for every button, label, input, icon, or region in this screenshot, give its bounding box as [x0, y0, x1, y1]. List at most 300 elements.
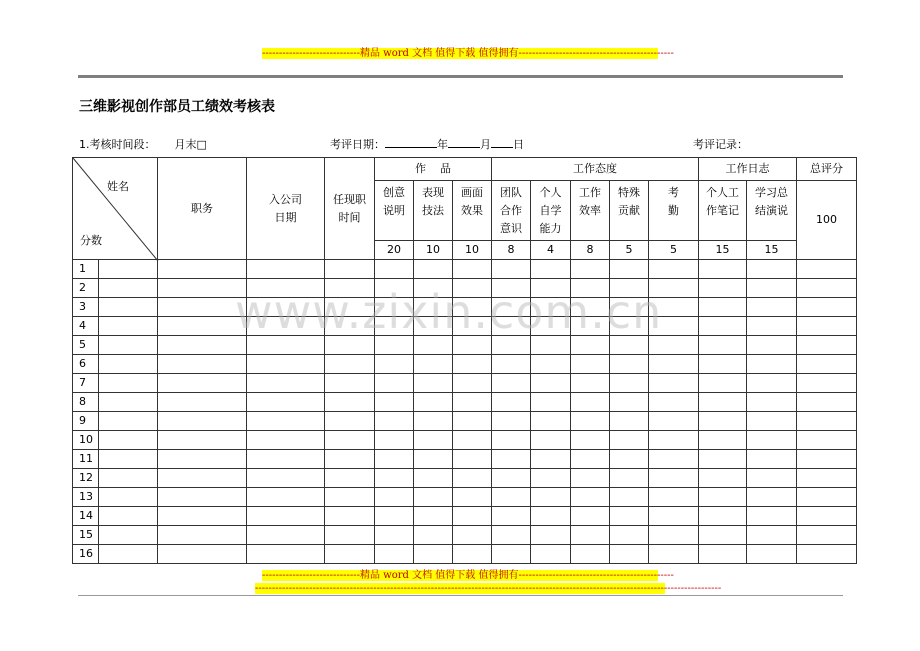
table-cell[interactable] [158, 317, 247, 336]
table-cell[interactable] [325, 374, 375, 393]
record-label: 考评记录： [693, 138, 748, 151]
table-cell[interactable] [375, 374, 414, 393]
table-cell[interactable] [414, 393, 453, 412]
table-cell[interactable] [492, 317, 531, 336]
table-cell[interactable] [99, 469, 158, 488]
table-cell[interactable] [325, 431, 375, 450]
table-cell[interactable] [325, 412, 375, 431]
table-cell[interactable] [571, 317, 610, 336]
table-cell[interactable] [571, 507, 610, 526]
table-cell[interactable] [649, 260, 699, 279]
period-field [79, 136, 207, 152]
table-cell[interactable] [414, 279, 453, 298]
table-cell[interactable] [492, 488, 531, 507]
criterion-score: 10 [414, 241, 453, 260]
table-cell[interactable] [158, 336, 247, 355]
table-row [73, 279, 857, 298]
table-cell[interactable] [699, 279, 747, 298]
criterion-line: 特殊 [618, 186, 640, 199]
table-cell[interactable] [531, 469, 571, 488]
table-cell[interactable] [747, 374, 797, 393]
table-cell[interactable] [531, 317, 571, 336]
table-cell[interactable] [453, 545, 492, 564]
table-cell[interactable] [375, 431, 414, 450]
table-cell[interactable] [158, 393, 247, 412]
table-cell[interactable] [414, 450, 453, 469]
table-cell[interactable] [375, 545, 414, 564]
table-cell[interactable] [375, 488, 414, 507]
table-cell[interactable] [414, 355, 453, 374]
table-cell[interactable] [247, 507, 325, 526]
table-cell[interactable] [531, 488, 571, 507]
row-number: 4 [73, 317, 99, 336]
table-cell[interactable] [158, 488, 247, 507]
table-cell[interactable] [797, 355, 857, 374]
table-cell[interactable] [453, 260, 492, 279]
table-cell[interactable] [158, 374, 247, 393]
table-cell[interactable] [99, 393, 158, 412]
table-cell[interactable] [453, 450, 492, 469]
month-blank[interactable] [448, 137, 480, 148]
table-cell[interactable] [699, 545, 747, 564]
table-cell[interactable] [414, 260, 453, 279]
table-cell[interactable] [571, 545, 610, 564]
table-cell[interactable] [247, 317, 325, 336]
table-cell[interactable] [699, 260, 747, 279]
table-cell[interactable] [571, 488, 610, 507]
table-cell[interactable] [99, 355, 158, 374]
table-cell[interactable] [610, 450, 649, 469]
table-cell[interactable] [247, 450, 325, 469]
header-rule [78, 75, 843, 78]
criterion-header [492, 181, 531, 241]
table-cell[interactable] [99, 260, 158, 279]
criterion-line: 创意 [383, 186, 405, 199]
criterion-score: 5 [610, 241, 649, 260]
criterion-header [699, 181, 747, 241]
table-cell[interactable] [158, 545, 247, 564]
table-cell[interactable] [610, 374, 649, 393]
table-cell[interactable] [492, 355, 531, 374]
table-cell[interactable] [247, 260, 325, 279]
criterion-header [453, 181, 492, 241]
table-cell[interactable] [492, 279, 531, 298]
table-cell[interactable] [571, 412, 610, 431]
table-cell[interactable] [158, 260, 247, 279]
table-cell[interactable] [649, 507, 699, 526]
table-cell[interactable] [797, 317, 857, 336]
table-cell[interactable] [699, 526, 747, 545]
table-cell[interactable] [453, 412, 492, 431]
criterion-score: 20 [375, 241, 414, 260]
table-cell[interactable] [325, 507, 375, 526]
total-score: 100 [797, 181, 857, 260]
table-cell[interactable] [492, 260, 531, 279]
table-cell[interactable] [325, 526, 375, 545]
criterion-header [375, 181, 414, 241]
table-cell[interactable] [414, 298, 453, 317]
table-cell[interactable] [610, 507, 649, 526]
criterion-score: 5 [649, 241, 699, 260]
table-cell[interactable] [649, 355, 699, 374]
table-cell[interactable] [747, 317, 797, 336]
table-cell[interactable] [99, 488, 158, 507]
table-cell[interactable] [649, 336, 699, 355]
table-cell[interactable] [247, 374, 325, 393]
row-number: 14 [73, 507, 99, 526]
table-cell[interactable] [247, 488, 325, 507]
table-cell[interactable] [492, 298, 531, 317]
table-cell[interactable] [247, 469, 325, 488]
table-cell[interactable] [247, 526, 325, 545]
table-cell[interactable] [158, 526, 247, 545]
table-cell[interactable] [610, 431, 649, 450]
table-cell[interactable] [99, 545, 158, 564]
table-cell[interactable] [158, 469, 247, 488]
table-cell[interactable] [571, 298, 610, 317]
table-cell[interactable] [649, 526, 699, 545]
page-title: 三维影视创作部员工绩效考核表 [79, 99, 275, 115]
table-cell[interactable] [99, 507, 158, 526]
table-cell[interactable] [610, 298, 649, 317]
assessment-table [72, 157, 857, 564]
table-cell[interactable] [531, 298, 571, 317]
table-cell[interactable] [375, 279, 414, 298]
table-cell[interactable] [325, 545, 375, 564]
criterion-line: 个人工 [706, 186, 739, 199]
criterion-line: 合作 [500, 204, 522, 217]
table-cell[interactable] [649, 412, 699, 431]
year-blank[interactable] [385, 137, 437, 148]
table-cell[interactable] [453, 355, 492, 374]
table-cell[interactable] [492, 450, 531, 469]
table-cell[interactable] [325, 450, 375, 469]
table-cell[interactable] [797, 469, 857, 488]
table-cell[interactable] [610, 469, 649, 488]
table-cell[interactable] [610, 336, 649, 355]
table-cell[interactable] [414, 545, 453, 564]
table-cell[interactable] [531, 545, 571, 564]
table-cell[interactable] [492, 545, 531, 564]
table-cell[interactable] [610, 412, 649, 431]
table-cell[interactable] [649, 374, 699, 393]
table-cell[interactable] [610, 317, 649, 336]
table-cell[interactable] [414, 469, 453, 488]
table-cell[interactable] [699, 507, 747, 526]
table-row [73, 260, 857, 279]
table-cell[interactable] [747, 507, 797, 526]
row-number: 9 [73, 412, 99, 431]
table-cell[interactable] [571, 450, 610, 469]
criterion-header [571, 181, 610, 241]
table-cell[interactable] [699, 298, 747, 317]
table-cell[interactable] [247, 336, 325, 355]
table-cell[interactable] [325, 488, 375, 507]
table-cell[interactable] [453, 507, 492, 526]
table-cell[interactable] [571, 355, 610, 374]
table-cell[interactable] [649, 393, 699, 412]
table-cell[interactable] [797, 507, 857, 526]
footer-banner: -----------------------------精品 word 文档 值得下载 值得拥有---------------------------------------------- [262, 570, 674, 581]
table-cell[interactable] [797, 336, 857, 355]
table-cell[interactable] [610, 393, 649, 412]
criterion-header [747, 181, 797, 241]
table-cell[interactable] [247, 431, 325, 450]
table-cell[interactable] [531, 450, 571, 469]
row-number: 12 [73, 469, 99, 488]
table-cell[interactable] [99, 450, 158, 469]
table-cell[interactable] [699, 355, 747, 374]
table-cell[interactable] [797, 412, 857, 431]
table-cell[interactable] [699, 431, 747, 450]
table-cell[interactable] [158, 450, 247, 469]
period-value: 月末□ [174, 138, 207, 151]
year-label: 年 [437, 138, 448, 151]
table-cell[interactable] [747, 526, 797, 545]
table-cell[interactable] [99, 298, 158, 317]
table-cell[interactable] [531, 355, 571, 374]
table-cell[interactable] [571, 260, 610, 279]
table-cell[interactable] [747, 355, 797, 374]
table-cell[interactable] [531, 412, 571, 431]
table-cell[interactable] [247, 545, 325, 564]
table-cell[interactable] [571, 374, 610, 393]
table-row [73, 374, 857, 393]
table-cell[interactable] [797, 450, 857, 469]
table-cell[interactable] [414, 488, 453, 507]
table-cell[interactable] [747, 298, 797, 317]
table-cell[interactable] [375, 469, 414, 488]
table-cell[interactable] [247, 355, 325, 374]
table-cell[interactable] [325, 336, 375, 355]
date-field [330, 136, 524, 152]
table-cell[interactable] [797, 488, 857, 507]
table-cell[interactable] [453, 298, 492, 317]
row-number: 15 [73, 526, 99, 545]
table-cell[interactable] [453, 431, 492, 450]
table-cell[interactable] [375, 393, 414, 412]
table-cell[interactable] [747, 336, 797, 355]
table-cell[interactable] [325, 317, 375, 336]
table-row [73, 450, 857, 469]
date-label: 考评日期： [330, 138, 385, 151]
criterion-line: 意识 [500, 222, 522, 235]
name-score-header [73, 158, 158, 260]
table-cell[interactable] [747, 393, 797, 412]
table-cell[interactable] [699, 317, 747, 336]
table-cell[interactable] [610, 279, 649, 298]
table-cell[interactable] [99, 412, 158, 431]
table-cell[interactable] [325, 469, 375, 488]
table-cell[interactable] [158, 298, 247, 317]
table-cell[interactable] [610, 355, 649, 374]
table-cell[interactable] [325, 279, 375, 298]
table-cell[interactable] [747, 279, 797, 298]
group-total: 总评分 [797, 158, 857, 181]
table-cell[interactable] [747, 431, 797, 450]
table-cell[interactable] [325, 260, 375, 279]
table-cell[interactable] [699, 336, 747, 355]
table-cell[interactable] [247, 393, 325, 412]
table-cell[interactable] [414, 374, 453, 393]
row-number: 16 [73, 545, 99, 564]
table-cell[interactable] [531, 507, 571, 526]
table-cell[interactable] [247, 412, 325, 431]
table-cell[interactable] [747, 260, 797, 279]
table-cell[interactable] [492, 469, 531, 488]
table-cell[interactable] [375, 412, 414, 431]
table-cell[interactable] [325, 393, 375, 412]
table-cell[interactable] [797, 526, 857, 545]
table-cell[interactable] [797, 279, 857, 298]
table-cell[interactable] [325, 355, 375, 374]
table-cell[interactable] [99, 431, 158, 450]
table-cell[interactable] [699, 374, 747, 393]
table-cell[interactable] [649, 431, 699, 450]
table-cell[interactable] [649, 298, 699, 317]
table-cell[interactable] [531, 336, 571, 355]
table-cell[interactable] [571, 469, 610, 488]
table-cell[interactable] [531, 260, 571, 279]
table-cell[interactable] [247, 298, 325, 317]
table-cell[interactable] [797, 393, 857, 412]
criterion-header [610, 181, 649, 241]
table-cell[interactable] [375, 260, 414, 279]
table-cell[interactable] [797, 545, 857, 564]
record-field [693, 136, 748, 152]
table-cell[interactable] [610, 526, 649, 545]
criterion-line: 工作 [579, 186, 601, 199]
table-cell[interactable] [325, 298, 375, 317]
table-cell[interactable] [453, 279, 492, 298]
table-cell[interactable] [453, 469, 492, 488]
table-cell[interactable] [99, 336, 158, 355]
table-cell[interactable] [453, 336, 492, 355]
criterion-header [649, 181, 699, 241]
table-cell[interactable] [747, 412, 797, 431]
table-cell[interactable] [797, 298, 857, 317]
table-cell[interactable] [492, 374, 531, 393]
table-cell[interactable] [453, 393, 492, 412]
table-cell[interactable] [492, 526, 531, 545]
table-cell[interactable] [375, 298, 414, 317]
table-cell[interactable] [375, 450, 414, 469]
table-cell[interactable] [99, 374, 158, 393]
table-cell[interactable] [747, 488, 797, 507]
day-blank[interactable] [491, 137, 513, 148]
criterion-line: 贡献 [618, 204, 640, 217]
criterion-line: 说明 [383, 204, 405, 217]
table-cell[interactable] [747, 450, 797, 469]
table-row [73, 488, 857, 507]
table-cell[interactable] [699, 488, 747, 507]
table-cell[interactable] [649, 279, 699, 298]
table-cell[interactable] [158, 431, 247, 450]
table-cell[interactable] [699, 450, 747, 469]
table-row [73, 355, 857, 374]
table-cell[interactable] [610, 260, 649, 279]
table-cell[interactable] [699, 393, 747, 412]
table-cell[interactable] [453, 374, 492, 393]
table-cell[interactable] [375, 355, 414, 374]
table-cell[interactable] [99, 279, 158, 298]
table-cell[interactable] [453, 526, 492, 545]
row-number: 10 [73, 431, 99, 450]
table-cell[interactable] [492, 336, 531, 355]
criterion-line: 自学 [539, 204, 562, 217]
table-cell[interactable] [158, 507, 247, 526]
table-cell[interactable] [453, 317, 492, 336]
table-row [73, 393, 857, 412]
table-cell[interactable] [571, 431, 610, 450]
table-cell[interactable] [375, 317, 414, 336]
table-cell[interactable] [158, 355, 247, 374]
table-cell[interactable] [99, 526, 158, 545]
table-cell[interactable] [699, 412, 747, 431]
table-cell[interactable] [531, 393, 571, 412]
table-cell[interactable] [649, 317, 699, 336]
table-cell[interactable] [414, 412, 453, 431]
table-cell[interactable] [531, 374, 571, 393]
table-cell[interactable] [531, 526, 571, 545]
footer-rule [78, 595, 843, 596]
table-cell[interactable] [99, 317, 158, 336]
table-cell[interactable] [158, 279, 247, 298]
criterion-score: 8 [571, 241, 610, 260]
table-cell[interactable] [414, 431, 453, 450]
table-cell[interactable] [375, 526, 414, 545]
table-cell[interactable] [247, 279, 325, 298]
table-cell[interactable] [453, 488, 492, 507]
table-cell[interactable] [649, 469, 699, 488]
table-cell[interactable] [158, 412, 247, 431]
table-cell[interactable] [747, 545, 797, 564]
tenure-line2: 时间 [338, 210, 361, 224]
table-cell[interactable] [531, 279, 571, 298]
table-cell[interactable] [797, 431, 857, 450]
table-cell[interactable] [571, 526, 610, 545]
table-cell[interactable] [414, 317, 453, 336]
table-cell[interactable] [492, 431, 531, 450]
row-number: 13 [73, 488, 99, 507]
table-cell[interactable] [610, 488, 649, 507]
table-cell[interactable] [797, 260, 857, 279]
criterion-line: 结演说 [755, 204, 788, 217]
table-cell[interactable] [492, 507, 531, 526]
table-cell[interactable] [571, 336, 610, 355]
table-cell[interactable] [531, 431, 571, 450]
table-cell[interactable] [375, 507, 414, 526]
table-cell[interactable] [610, 545, 649, 564]
table-cell[interactable] [699, 469, 747, 488]
table-row [73, 336, 857, 355]
table-cell[interactable] [649, 488, 699, 507]
table-cell[interactable] [414, 526, 453, 545]
table-cell[interactable] [649, 450, 699, 469]
watermark: www.zixin.com.cn [235, 285, 663, 339]
table-cell[interactable] [571, 393, 610, 412]
table-cell[interactable] [375, 336, 414, 355]
table-cell[interactable] [747, 469, 797, 488]
table-cell[interactable] [492, 393, 531, 412]
table-cell[interactable] [649, 545, 699, 564]
table-cell[interactable] [492, 412, 531, 431]
table-cell[interactable] [571, 279, 610, 298]
table-cell[interactable] [414, 507, 453, 526]
table-cell[interactable] [414, 336, 453, 355]
row-number: 3 [73, 298, 99, 317]
table-cell[interactable] [797, 374, 857, 393]
